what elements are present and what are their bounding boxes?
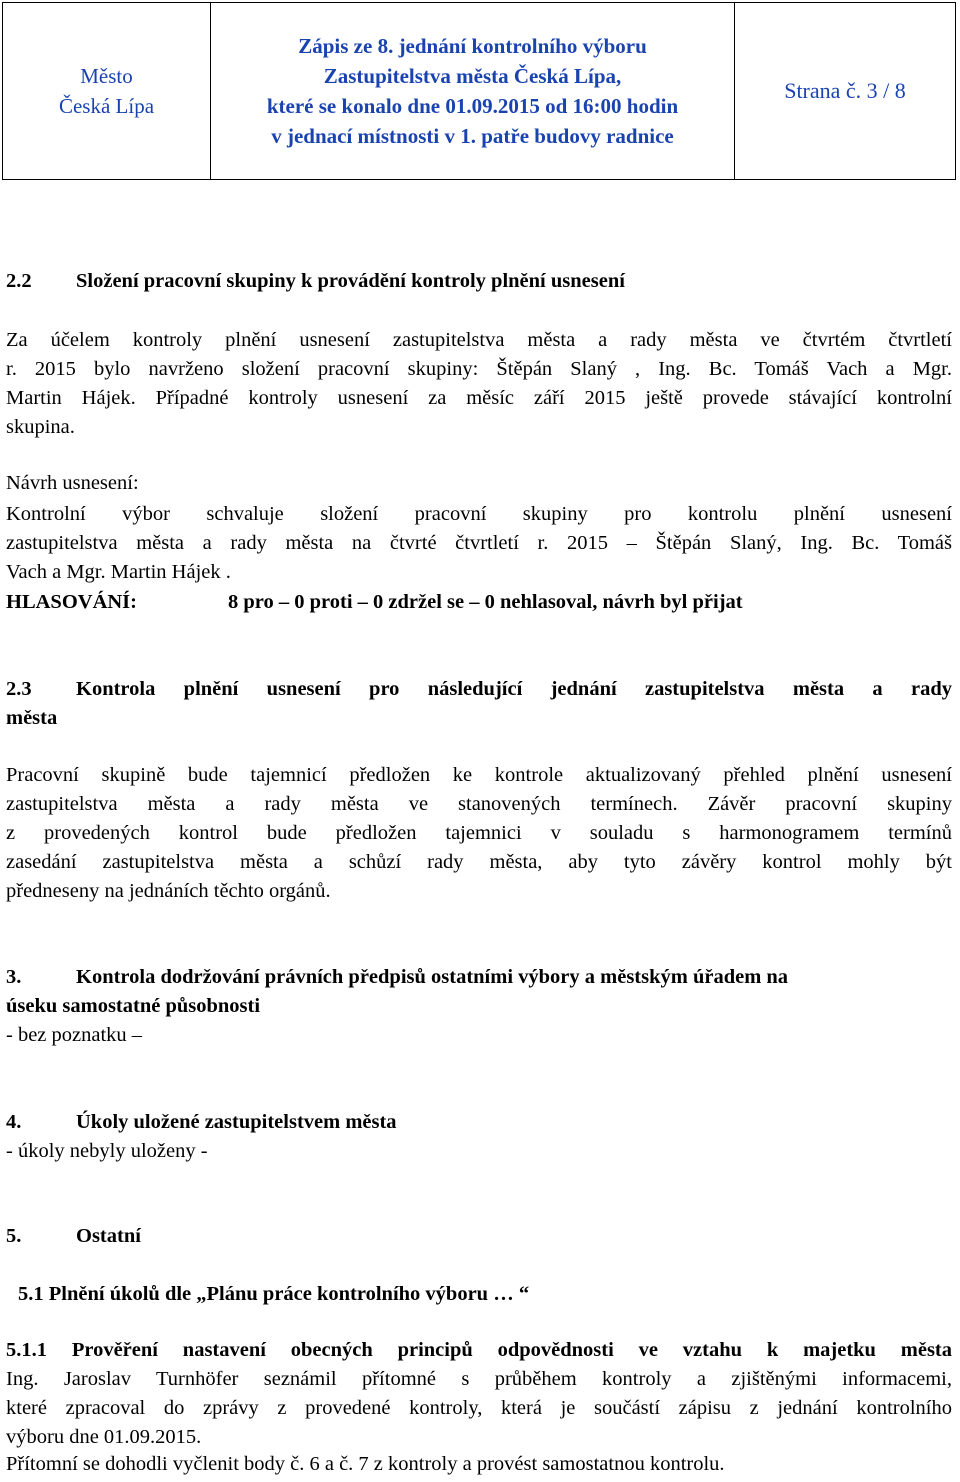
paragraph-line: které zpracoval do zprávy z provedené kontroly, která je součástí zápisu z jednání kontrolního [6, 1397, 952, 1419]
header-title-line: které se konalo dne 01.09.2015 od 16:00 hodin [266, 94, 679, 118]
paragraph-line: Přítomní se dohodli vyčlenit body č. 6 a č. 7 z kontroly a provést samostatnou kontrolu. [6, 1453, 725, 1475]
section-number: 4. [6, 1111, 22, 1133]
section-note: - úkoly nebyly uloženy - [6, 1140, 208, 1162]
paragraph-line: zastupitelstva města a rady města ve stanovených termínech. Závěr pracovní skupiny [6, 793, 952, 815]
paragraph-line: výboru dne 01.09.2015. [6, 1426, 202, 1448]
section-number: 2.2 [6, 270, 32, 292]
paragraph-line: zasedání zastupitelstva města a schůzí rady města, aby tyto závěry kontrol mohly být [6, 851, 952, 873]
section-heading-2-3 [6, 675, 952, 704]
section-number: 2.3 [6, 678, 32, 700]
paragraph-line: Ing. Jaroslav Turnhöfer seznámil přítomné s průběhem kontroly a zjištěnými informacemi, [6, 1368, 952, 1390]
section-title: Kontrola plnění usnesení pro následující jednání zastupitelstva města a rady [76, 678, 952, 700]
section-title: Ostatní [76, 1225, 141, 1247]
paragraph-line: z provedených kontrol bude předložen tajemnici v souladu s harmonogramem termínů [6, 822, 952, 844]
proposal-line: zastupitelstva města a rady města na čtvrté čtvrtletí r. 2015 – Štěpán Slaný, Ing. Bc. Tomáš [6, 532, 952, 554]
proposal-line: Vach a Mgr. Martin Hájek . [6, 561, 231, 583]
header-title-line: Zastupitelstva města Česká Lípa, [323, 64, 622, 88]
paragraph-line: Pracovní skupině bude tajemnicí předložen ke kontrole aktualizovaný přehled plnění usnesení [6, 764, 952, 786]
section-title: Úkoly uložené zastupitelstvem města [76, 1111, 397, 1133]
section-note: - bez poznatku – [6, 1024, 143, 1046]
section-heading-5-1: 5.1 Plnění úkolů dle „Plánu práce kontrolního výboru … “ [18, 1283, 530, 1305]
section-title-cont: úseku samostatné působnosti [6, 995, 261, 1017]
header-title-line: Zápis ze 8. jednání kontrolního výboru [298, 34, 647, 58]
section-heading-2-2 [6, 267, 952, 296]
section-title: Složení pracovní skupiny k provádění kontroly plnění usnesení [76, 270, 625, 292]
vote-line [6, 588, 952, 617]
paragraph-line: předneseny na jednáních těchto orgánů. [6, 880, 331, 902]
header-org-line2: Česká Lípa [58, 94, 155, 118]
proposal-line: Kontrolní výbor schvaluje složení pracovní skupiny pro kontrolu plnění usnesení [6, 503, 952, 525]
page-header [2, 2, 956, 180]
header-title-cell [211, 3, 735, 179]
paragraph-line: skupina. [6, 416, 75, 438]
section-number: 5. [6, 1225, 22, 1247]
section-heading-5-1-1: 5.1.1 Prověření nastavení obecných principů odpovědnosti ve vztahu k majetku města [6, 1339, 952, 1361]
section-number: 3. [6, 966, 22, 988]
header-org-cell [3, 3, 211, 179]
paragraph-line: Martin Hájek. Případné kontroly usnesení za měsíc září 2015 ještě provede stávající kontrolní [6, 387, 952, 409]
header-page-cell [735, 3, 955, 179]
vote-result: 8 pro – 0 proti – 0 zdržel se – 0 nehlasoval, návrh byl přijat [228, 591, 743, 613]
vote-label: HLASOVÁNÍ: [6, 591, 137, 613]
header-org-line1: Město [80, 64, 133, 88]
section-heading-4 [6, 1108, 952, 1137]
section-heading-3 [6, 963, 952, 992]
paragraph-line: Za účelem kontroly plnění usnesení zastupitelstva města a rady města ve čtvrtém čtvrtletí [6, 329, 952, 351]
section-heading-5 [6, 1222, 952, 1251]
section-title-cont: města [6, 707, 58, 729]
header-title-line: v jednací místnosti v 1. patře budovy radnice [271, 124, 674, 148]
proposal-label: Návrh usnesení: [6, 472, 139, 494]
paragraph-line: r. 2015 bylo navrženo složení pracovní skupiny: Štěpán Slaný , Ing. Bc. Tomáš Vach a Mgr. [6, 358, 952, 380]
section-title: Kontrola dodržování právních předpisů ostatními výbory a městským úřadem na [76, 966, 789, 988]
page-number: Strana č. 3 / 8 [784, 78, 906, 103]
